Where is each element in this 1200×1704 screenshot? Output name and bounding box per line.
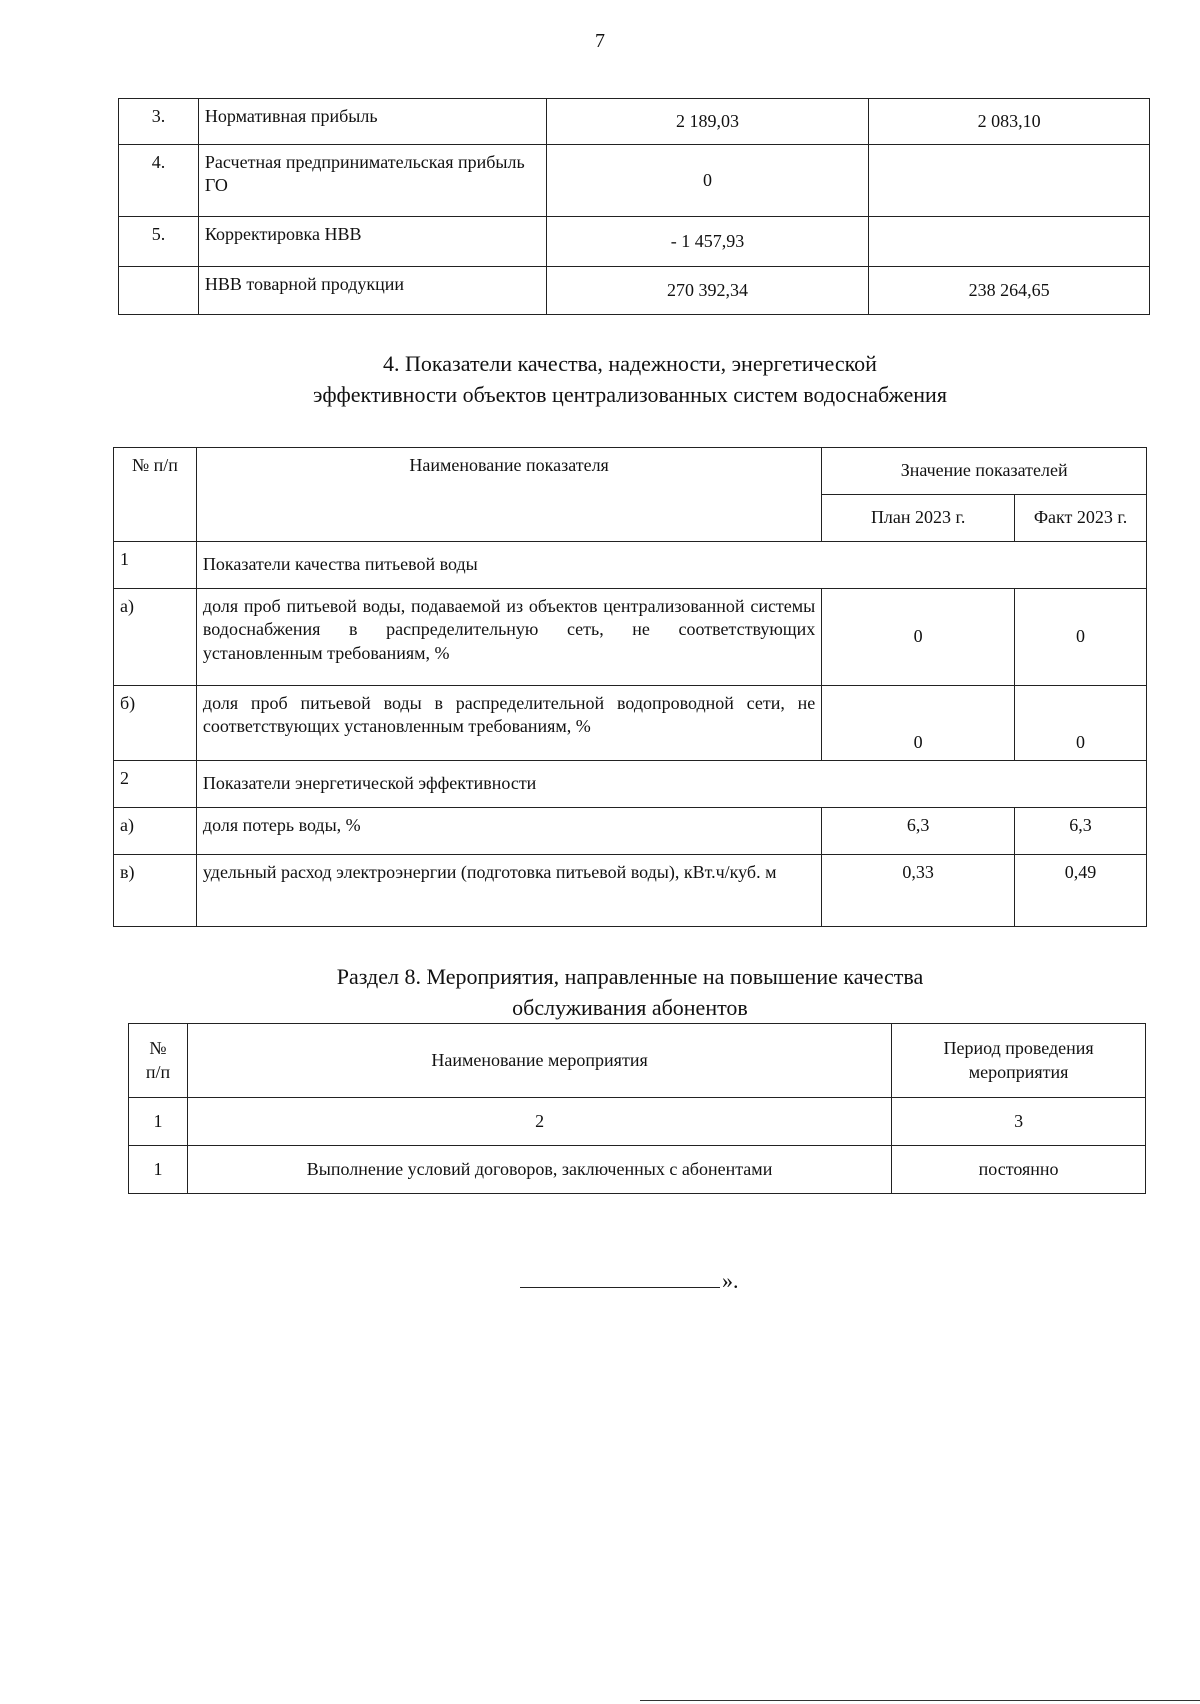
row-plan: 0 (822, 589, 1015, 686)
section-4-title-line1: 4. Показатели качества, надежности, энергетической (383, 351, 877, 376)
header-row (114, 448, 1147, 495)
row-name: доля проб питьевой воды в распределительной водопроводной сети, не соответствующих установленным требованиям, % (196, 686, 821, 761)
row-number: в) (114, 855, 197, 927)
row-name: НВВ товарной продукции (198, 267, 546, 315)
row-number: 5. (119, 217, 199, 267)
table-row (114, 589, 1147, 686)
row-value (869, 217, 1150, 267)
row-plan: 0,33 (822, 855, 1015, 927)
header-values: Значение показателей (822, 448, 1147, 495)
group-name: Показатели энергетической эффективности (196, 761, 1146, 808)
row-name: доля потерь воды, % (196, 808, 821, 855)
closing-quote: ». (722, 1268, 739, 1293)
header-number (129, 1024, 188, 1098)
group-number: 2 (114, 761, 197, 808)
group-name: Показатели качества питьевой воды (196, 542, 1146, 589)
column-number: 2 (187, 1098, 891, 1146)
row-fact: 0 (1015, 589, 1147, 686)
header-period-line2: мероприятия (968, 1061, 1069, 1082)
header-number-line2: п/п (145, 1061, 171, 1082)
group-number: 1 (114, 542, 197, 589)
row-name: Нормативная прибыль (198, 99, 546, 145)
row-fact: 0 (1015, 686, 1147, 761)
section-8-title (0, 961, 1200, 1023)
row-number: 1 (129, 1146, 188, 1194)
table-row (119, 267, 1150, 315)
footer-divider (640, 1700, 1200, 1701)
table-row (114, 855, 1147, 927)
row-plan: 6,3 (822, 808, 1015, 855)
row-value (869, 145, 1150, 217)
row-value: 238 264,65 (869, 267, 1150, 315)
closing-mark (520, 1268, 739, 1294)
header-period (892, 1024, 1146, 1098)
row-fact: 0,49 (1015, 855, 1147, 927)
row-measure-name: Выполнение условий договоров, заключенных с абонентами (187, 1146, 891, 1194)
group-row (114, 761, 1147, 808)
financial-table (118, 98, 1150, 315)
table-row (119, 217, 1150, 267)
group-row (114, 542, 1147, 589)
header-number-line1: № (149, 1038, 167, 1059)
row-plan: 0 (822, 686, 1015, 761)
section-4-title (0, 348, 1200, 410)
table-row (114, 808, 1147, 855)
row-number (119, 267, 199, 315)
section-8-title-line2: обслуживания абонентов (512, 995, 748, 1020)
row-value: 2 189,03 (546, 99, 869, 145)
page-number: 7 (595, 30, 605, 52)
row-name: удельный расход электроэнергии (подготовка питьевой воды), кВт.ч/куб. м (196, 855, 821, 927)
row-value: 270 392,34 (546, 267, 869, 315)
row-number: б) (114, 686, 197, 761)
header-plan: План 2023 г. (822, 495, 1015, 542)
row-value: 2 083,10 (869, 99, 1150, 145)
table-row (129, 1146, 1146, 1194)
row-name: Расчетная предпринимательская прибыль ГО (198, 145, 546, 217)
row-number: 4. (119, 145, 199, 217)
row-period: постоянно (892, 1146, 1146, 1194)
measures-table (128, 1023, 1146, 1194)
row-number: 3. (119, 99, 199, 145)
section-4-title-line2: эффективности объектов централизованных систем водоснабжения (313, 382, 947, 407)
row-name: Корректировка НВВ (198, 217, 546, 267)
row-number: а) (114, 808, 197, 855)
signature-line (520, 1287, 720, 1288)
row-number: а) (114, 589, 197, 686)
header-period-line1: Период проведения (943, 1038, 1094, 1059)
column-numbers-row (129, 1098, 1146, 1146)
header-fact: Факт 2023 г. (1015, 495, 1147, 542)
header-measure-name: Наименование мероприятия (187, 1024, 891, 1098)
column-number: 3 (892, 1098, 1146, 1146)
header-number: № п/п (114, 448, 197, 542)
header-row (129, 1024, 1146, 1098)
row-name: доля проб питьевой воды, подаваемой из объектов централизованной системы водоснабжения в распределительную сеть, не соответствующих установленным требованиям, % (196, 589, 821, 686)
table-row (114, 686, 1147, 761)
section-8-title-line1: Раздел 8. Мероприятия, направленные на повышение качества (336, 964, 924, 989)
row-value: - 1 457,93 (546, 217, 869, 267)
table-row (119, 99, 1150, 145)
column-number: 1 (129, 1098, 188, 1146)
row-fact: 6,3 (1015, 808, 1147, 855)
quality-indicators-table (113, 447, 1147, 927)
table-row (119, 145, 1150, 217)
header-indicator-name: Наименование показателя (196, 448, 821, 542)
row-value: 0 (546, 145, 869, 217)
